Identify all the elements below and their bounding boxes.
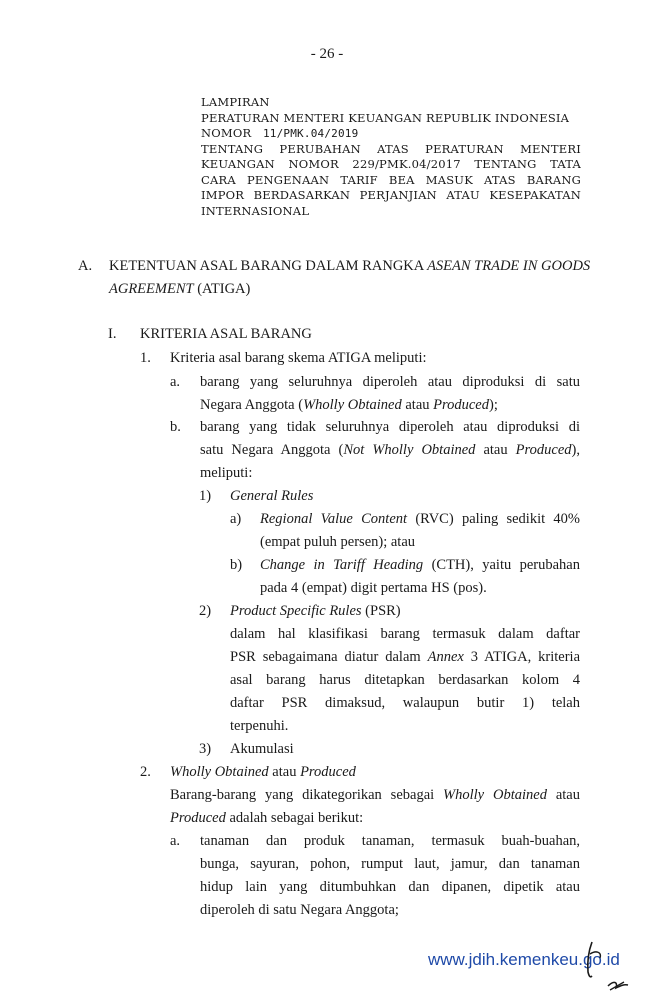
rule-1a-line: Regional Value Content (RVC) paling sedikit 40%: [260, 511, 581, 527]
paraf-signature-icon: [580, 940, 634, 996]
section-a-marker: A.: [78, 258, 93, 274]
rule-2-line: dalam hal klasifikasi barang termasuk dalam daftar: [230, 626, 580, 642]
section-a-heading-cont: AGREEMENT (ATIGA): [109, 281, 251, 297]
rule-1b-line: Change in Tariff Heading (CTH), yaitu perubahan: [260, 557, 580, 573]
item-1b-line: satu Negara Anggota (Not Wholly Obtained atau Produced),: [200, 442, 580, 458]
item-1b-line: barang yang tidak seluruhnya diperoleh atau diproduksi di: [200, 419, 580, 435]
header-line: INTERNASIONAL: [201, 203, 310, 218]
footer-url[interactable]: www.jdih.kemenkeu.go.id: [428, 950, 620, 969]
rule-2-title: Product Specific Rules (PSR): [230, 603, 401, 619]
rule-1a-line: (empat puluh persen); atau: [260, 534, 416, 550]
item-1-text: Kriteria asal barang skema ATIGA meliputi:: [170, 350, 427, 366]
item-1a-line: barang yang seluruhnya diperoleh atau diproduksi di satu: [200, 374, 580, 390]
item-1b-line: meliputi:: [200, 465, 253, 481]
item-2-paragraph: Produced adalah sebagai berikut:: [170, 810, 364, 826]
rule-2-line: daftar PSR dimaksud, walaupun butir 1) telah: [230, 695, 580, 711]
rule-1-title: General Rules: [230, 488, 314, 504]
section-i-marker: I.: [108, 326, 117, 342]
item-2a-line: hidup lain yang ditumbuhkan dan dipanen, dipetik atau: [200, 879, 580, 895]
rule-2-line: PSR sebagaimana diatur dalam Annex 3 ATIGA, kriteria: [230, 649, 580, 665]
section-a-heading: KETENTUAN ASAL BARANG DALAM RANGKA ASEAN TRADE IN GOODS: [109, 258, 591, 274]
header-line: IMPOR BERDASARKAN PERJANJIAN ATAU KESEPAKATAN: [201, 188, 581, 202]
regulation-number: 11/PMK.04/2019: [262, 127, 359, 140]
item-1a-marker: a.: [170, 374, 181, 390]
header-line: LAMPIRAN: [201, 95, 270, 109]
rule-2-line: asal barang harus ditetapkan berdasarkan kolom 4: [230, 672, 580, 688]
rule-1-marker: 1): [199, 488, 212, 504]
item-2a-line: tanaman dan produk tanaman, termasuk buah-buahan,: [200, 833, 580, 849]
rule-1b-line: pada 4 (empat) digit pertama HS (pos).: [260, 580, 487, 596]
header-line: PERATURAN MENTERI KEUANGAN REPUBLIK INDONESIA: [201, 110, 570, 125]
rule-1a-marker: a): [230, 511, 242, 527]
rule-2-line: terpenuhi.: [230, 718, 289, 734]
item-2-title: Wholly Obtained atau Produced: [170, 764, 356, 780]
item-2a-line: diperoleh di satu Negara Anggota;: [200, 902, 399, 918]
item-1b-marker: b.: [170, 419, 181, 435]
rule-1b-marker: b): [230, 557, 243, 573]
lampiran-header: [201, 95, 581, 219]
item-1-marker: 1.: [140, 350, 151, 366]
item-1a-line: Negara Anggota (Wholly Obtained atau Produced);: [200, 397, 498, 413]
rule-3-title: Akumulasi: [230, 741, 294, 757]
header-line: KEUANGAN NOMOR 229/PMK.04/2017 TENTANG TATA: [201, 157, 581, 171]
header-line: TENTANG PERUBAHAN ATAS PERATURAN MENTERI: [201, 141, 581, 156]
item-2a-line: bunga, sayuran, pohon, rumput laut, jamur, dan tanaman: [200, 856, 580, 872]
header-line: NOMOR 11/PMK.04/2019: [201, 126, 359, 140]
header-line: CARA PENGENAAN TARIF BEA MASUK ATAS BARANG: [201, 172, 581, 187]
page-number: - 26 -: [310, 46, 344, 62]
section-i-title: KRITERIA ASAL BARANG: [140, 326, 312, 342]
item-2a-marker: a.: [170, 833, 181, 849]
rule-2-marker: 2): [199, 603, 212, 619]
rule-3-marker: 3): [199, 741, 212, 757]
item-2-marker: 2.: [140, 764, 151, 780]
item-2-paragraph: Barang-barang yang dikategorikan sebagai Wholly Obtained atau: [170, 787, 580, 803]
